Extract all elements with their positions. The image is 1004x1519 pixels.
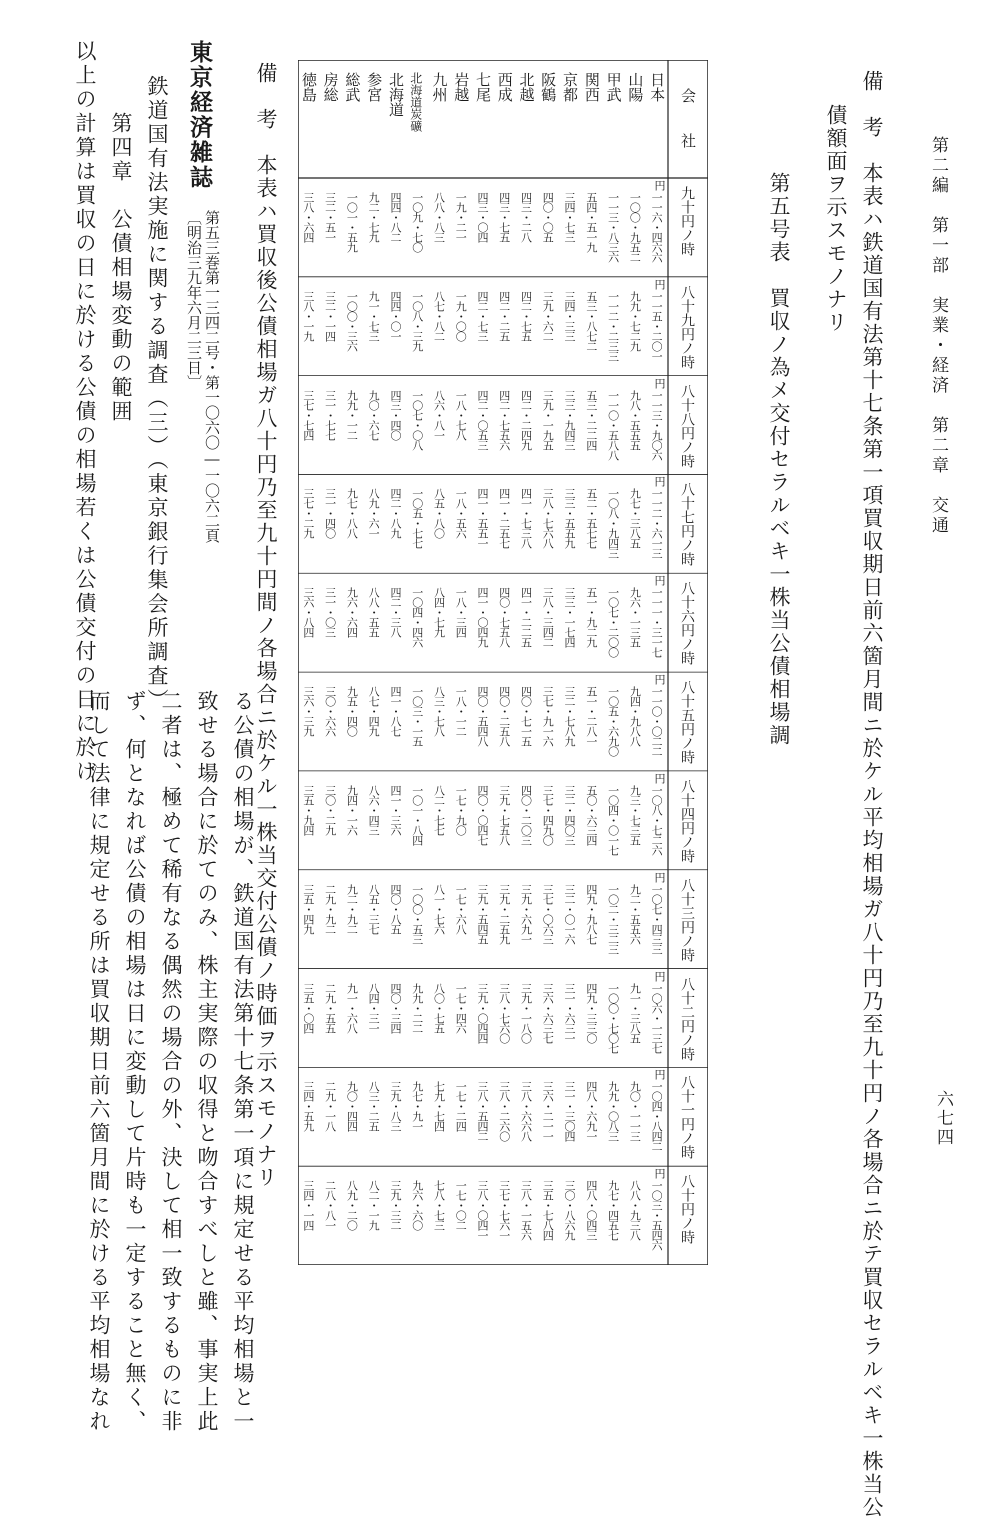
table-cell: 九〇・四四 — [345, 1081, 359, 1132]
table-cell: 三七・〇六三 — [541, 883, 555, 944]
table-cell: 三〇・八六九 — [563, 1180, 577, 1241]
table-cell: 四〇・七一五 — [519, 686, 533, 747]
table-cell: 八六・八一 — [432, 389, 446, 440]
table-cell: 一一三・九〇六 — [650, 389, 664, 460]
table-cell: 八二・一九 — [367, 1180, 381, 1231]
table-cell: 五〇・六三四 — [584, 784, 598, 845]
table-cell: 三九・一八〇 — [519, 982, 533, 1043]
company-name: 京都 — [561, 72, 580, 102]
table-cell: 三四・七三 — [563, 192, 577, 242]
table-cell: 四〇・〇五 — [541, 192, 555, 242]
table-cell: 九四・一六 — [345, 784, 359, 835]
table-cell: 一七・四六 — [454, 982, 468, 1033]
table-cell: 四〇・二〇三 — [519, 784, 533, 845]
table-cell: 一一二・六一三 — [650, 488, 664, 559]
table-cell: 八四・三一 — [367, 982, 381, 1033]
table-cell: 四九・三三〇 — [584, 982, 598, 1043]
table-cell: 四三・七五 — [497, 192, 511, 242]
table-cell: 八一・七六 — [432, 883, 446, 934]
table-cell: 九九・七二九 — [628, 290, 642, 351]
table-cell: 三七・七六一 — [497, 1180, 511, 1241]
table-cell: 二九・一八 — [323, 1081, 337, 1132]
table-cell: 一〇〇・三六 — [345, 290, 359, 351]
table-cell: 三〇・六六 — [323, 686, 337, 737]
table-cell: 三六・二一一 — [541, 1081, 555, 1142]
table-cell: 二八・八一 — [323, 1180, 337, 1231]
price-condition-header: 八十六円ノ時 — [679, 581, 695, 666]
company-name: 西成 — [495, 72, 514, 102]
table-cell: 九三・七三五 — [628, 784, 642, 845]
table-cell: 三八・六六八 — [519, 1081, 533, 1142]
table-cell: 一一五・二〇一 — [650, 290, 664, 361]
price-condition-header: 八十円ノ時 — [679, 1174, 695, 1245]
table-cell: 三八・二六〇 — [497, 1081, 511, 1142]
table-cell: 四二・〇五三 — [476, 389, 489, 450]
table-cell: 一〇五・七七 — [410, 488, 424, 549]
table-cell: 四一・七三八 — [519, 488, 533, 549]
table-cell: 四〇・七五八 — [497, 587, 511, 648]
table-cell: 一〇四・八四二 — [650, 1081, 664, 1152]
table-cell: 四四・〇一 — [388, 290, 402, 341]
table-cell: 四八・〇四三 — [584, 1180, 598, 1241]
table-cell: 三五・四九 — [301, 883, 315, 934]
table-cell: 八八・八三 — [432, 192, 446, 242]
table-cell: 八二・七七 — [432, 784, 446, 835]
table-cell: 一八・三四 — [454, 587, 468, 638]
table-cell: 八三・二五 — [367, 1081, 381, 1132]
table-cell: 三九・七五八 — [497, 784, 511, 845]
table-cell: 一〇五・六九〇 — [606, 686, 620, 757]
price-condition-header: 八十五円ノ時 — [679, 680, 695, 765]
table-note-lead: 備 考 — [254, 62, 278, 131]
table-cell: 一一三・八三六 — [606, 192, 620, 262]
unit-label: 円 — [653, 1168, 666, 1179]
table-cell: 八九・二〇 — [345, 1180, 359, 1231]
table-cell: 三八・六四 — [301, 192, 315, 242]
table-cell: 三二・〇一六 — [563, 883, 577, 944]
table-cell: 四三・四〇 — [388, 389, 402, 440]
table-cell: 七八・七三 — [432, 1180, 446, 1231]
table-cell: 一一六・四六六 — [650, 192, 664, 262]
table-cell: 九七・八八 — [345, 488, 359, 539]
table-cell: 四二・七三 — [476, 290, 489, 341]
table-cell: 一一〇・五八八 — [606, 389, 620, 460]
table-cell: 四〇・五四八 — [476, 686, 489, 747]
table-cell: 三九・五四五 — [476, 883, 489, 944]
top-note-text: 本表ハ鉄道国有法第十七条第一項買収期日前六箇月間ニ於ケル平均相場ガ八十円乃至九十円ノ各場合ニ於テ買収セラルベキ一株当公 — [860, 162, 884, 1519]
table-cell: 三一・三〇四 — [563, 1081, 577, 1142]
body-line: る公債の相場が、鉄道国有法第十七条第一項に規定せる平均相場と一 — [231, 690, 255, 1434]
table-cell: 一〇六・一三七 — [650, 982, 664, 1053]
table-cell: 四三・〇四 — [476, 192, 489, 242]
table-cell: 九七・九一 — [410, 1081, 424, 1132]
price-condition-header: 八十八円ノ時 — [679, 383, 695, 468]
table-cell: 一〇七・〇八 — [410, 389, 424, 450]
company-name: 北海道炭礦 — [408, 72, 423, 132]
table-cell: 三八・一九 — [301, 290, 315, 341]
table-cell: 三八・三四二 — [541, 587, 555, 648]
table-cell: 一〇七・二〇〇 — [606, 587, 620, 658]
company-name: 七尾 — [474, 72, 492, 102]
table-cell: 五一・九二九 — [584, 587, 598, 648]
table-cell: 一〇九・七〇 — [410, 192, 424, 252]
table-cell: 四三・二八 — [519, 192, 533, 242]
table-cell: 四一・〇四九 — [476, 587, 489, 648]
table-cell: 一〇七・四三三 — [650, 883, 664, 954]
table-cell: 三四・五九 — [301, 1081, 315, 1132]
body-line: 致せる場合に於てのみ、株主実際の収得と吻合すべしと雖、事実上此 — [195, 690, 219, 1434]
table-cell: 四八・六九一 — [584, 1081, 598, 1142]
company-name: 甲武 — [604, 72, 623, 102]
unit-label: 円 — [653, 575, 666, 586]
table-cell: 九一・七三 — [367, 290, 381, 341]
company-name: 九州 — [430, 72, 449, 102]
table-cell: 四九・九八七 — [584, 883, 598, 944]
table-cell: 八七・四九 — [367, 686, 381, 737]
price-condition-header: 八十三円ノ時 — [679, 877, 695, 962]
unit-label: 円 — [653, 476, 666, 487]
table-cell: 三九・六九一 — [519, 883, 533, 944]
price-condition-header: 八十四円ノ時 — [679, 778, 695, 863]
table-cell: 九〇・一一三 — [628, 1081, 642, 1142]
table-cell: 八六・四三 — [367, 784, 381, 835]
table-cell: 三四・一四 — [301, 1180, 315, 1231]
table-cell: 八五・八〇 — [432, 488, 446, 539]
company-name: 山陽 — [626, 72, 645, 102]
company-name: 関西 — [582, 72, 601, 102]
table-cell: 九七・三八五 — [628, 488, 642, 549]
table-cell: 一〇八・九四三 — [606, 488, 620, 559]
table-cell: 一〇八・七二六 — [650, 784, 664, 855]
table-cell: 三六・三九 — [301, 686, 315, 737]
table-cell: 三八・七六〇 — [497, 982, 511, 1043]
table-cell: 五二・五七七 — [584, 488, 598, 549]
table-cell: 九六・六〇 — [410, 1180, 424, 1231]
table-cell: 三五・七八四 — [541, 1180, 555, 1241]
company-name: 参宮 — [365, 72, 384, 102]
table-cell: 四四・八二 — [388, 192, 402, 242]
table-cell: 四〇・三四 — [388, 982, 402, 1033]
table-note-text: 本表ハ買収後公債相場ガ八十円乃至九十円間ノ各場合ニ於ケル一株当交付公債ノ時価ヲ示スモノナリ — [254, 154, 278, 1189]
table-cell: 三一・七七 — [323, 389, 337, 440]
table-cell: 一一二・二三三 — [606, 290, 620, 361]
table-cell: 三一・〇三 — [323, 587, 337, 638]
table-cell: 三五・〇四 — [301, 982, 315, 1033]
table-cell: 三九・三二 — [388, 1180, 402, 1231]
table-cell: 三三・五五九 — [563, 488, 577, 549]
table-cell: 四〇・二五八 — [497, 686, 511, 747]
table-cell: 四二・二五 — [497, 290, 511, 341]
table-cell: 一一〇・〇二二 — [650, 686, 664, 757]
table-cell: 一〇三・一五 — [410, 686, 424, 747]
table-cell: 九九・〇八三 — [606, 1081, 620, 1142]
table-cell: 三八・〇四一 — [476, 1180, 489, 1241]
table-cell: 二九・九二 — [323, 883, 337, 934]
table-cell: 九二・九二 — [345, 883, 359, 934]
table-cell: 九〇・六七 — [367, 389, 381, 440]
table-cell: 三二・一四 — [323, 290, 337, 341]
table-cell: 四一・五五一 — [476, 488, 489, 549]
table-cell: 三四・三三 — [563, 290, 577, 341]
table-cell: 一七・〇二 — [454, 1180, 468, 1231]
table-cell: 九二・七九 — [367, 192, 381, 242]
table-cell: 一〇三・五四六 — [650, 1180, 664, 1251]
table-cell: 九四・九八八 — [628, 686, 642, 747]
table-cell: 一一一・三一七 — [650, 587, 664, 658]
table-cell: 八四・七九 — [432, 587, 446, 638]
table-cell: 三三・九四三 — [563, 389, 577, 450]
table-cell: 八八・九三八 — [628, 1180, 642, 1241]
table-cell: 八三・七八 — [432, 686, 446, 737]
table-cell: 九一・六八 — [345, 982, 359, 1033]
article-title: 鉄道国有法実施に関する調査（三）（東京銀行集会所調査） — [145, 75, 169, 713]
top-note-lead: 備 考 — [860, 70, 884, 139]
table-cell: 一〇二・三二三 — [606, 883, 620, 954]
unit-label: 円 — [653, 871, 666, 882]
price-condition-header: 八十九円ノ時 — [679, 284, 695, 369]
table-cell: 三九・八三 — [388, 1081, 402, 1132]
chapter-heading: 第四章 公債相場変動の範囲 — [109, 112, 133, 424]
table-cell: 三八・五四二 — [476, 1081, 489, 1142]
table-cell: 四一・三六 — [388, 784, 402, 835]
table-cell: 三一・六三一 — [563, 982, 577, 1043]
bond-price-table — [298, 60, 708, 1265]
table-cell: 三五・九四 — [301, 784, 315, 835]
table-cell: 九六・一三五 — [628, 587, 642, 648]
company-name: 北越 — [517, 72, 536, 102]
table-cell: 五三・二二四 — [584, 389, 598, 450]
table-cell: 五三・八七二 — [584, 290, 598, 351]
table-cell: 九五・四〇 — [345, 686, 359, 737]
table-cell: 八五・三七 — [367, 883, 381, 934]
table-cell: 四二・八九 — [388, 488, 402, 539]
top-note-line1 — [861, 70, 882, 1519]
source-journal: 東京経済雑誌 — [186, 40, 213, 190]
table-cell: 一〇一・八四 — [410, 784, 424, 845]
table-cell: 三九・一九五 — [541, 389, 555, 450]
table-cell: 一八・七八 — [454, 389, 468, 440]
running-head: 第二編 第一部 実業・経済 第二章 交通 — [928, 136, 948, 536]
table-cell: 四二・三八 — [388, 587, 402, 638]
table-cell: 九六・六四 — [345, 587, 359, 638]
top-note-line2: 債額面ヲ示スモノナリ — [824, 104, 848, 334]
table-cell: 一〇一・五九 — [345, 192, 359, 252]
table-cell: 一九・二一 — [454, 192, 468, 242]
table-cell: 三六・八四 — [301, 587, 315, 638]
table-cell: 一九・〇〇 — [454, 290, 468, 341]
table-cell: 四一・二二五 — [519, 587, 533, 648]
table-cell: 三二・七八九 — [563, 686, 577, 747]
table-cell: 二九・五五 — [323, 982, 337, 1033]
table-cell: 一七・六八 — [454, 883, 468, 934]
company-name: 北海道 — [386, 72, 405, 117]
table-note — [255, 62, 276, 1189]
company-name: 房総 — [321, 72, 340, 102]
table-cell: 三七・七四 — [301, 389, 315, 440]
price-condition-header: 九十円ノ時 — [679, 186, 695, 256]
table-cell: 三九・二五九 — [497, 883, 511, 944]
page-number: 六七四 — [933, 1090, 953, 1147]
price-condition-header: 八十七円ノ時 — [679, 482, 695, 567]
table-cell: 一〇四・四六 — [410, 587, 424, 648]
table-cell: 一八・一二 — [454, 686, 468, 737]
table-cell: 五一・二八一 — [584, 686, 598, 747]
table-cell: 八九・六一 — [367, 488, 381, 539]
unit-label: 円 — [653, 1069, 666, 1080]
body-line: 二者は、極めて稀有なる偶然の場合の外、決して相一致するものに非 — [159, 690, 183, 1434]
table-cell: 三二・五一 — [323, 192, 337, 242]
table-cell: 一七・九〇 — [454, 784, 468, 835]
company-name: 阪鶴 — [539, 72, 558, 102]
body-line: 而して法律に規定せる所は買収期日前六箇月間に於ける平均相場なれ — [87, 690, 111, 1434]
company-name: 岩越 — [452, 72, 471, 102]
table-cell: 四二・二四九 — [519, 389, 533, 450]
final-line: 以上の計算は買収の日に於ける公債の相場若くは公債交付の日に於け — [73, 40, 97, 784]
table-cell: 九二・五五六 — [628, 883, 642, 944]
table-cell: 一〇〇・九五二 — [628, 192, 642, 262]
table-cell: 一〇〇・五三 — [410, 883, 424, 944]
table-cell: 八八・五五 — [367, 587, 381, 638]
table-cell: 三六・六三七 — [541, 982, 555, 1043]
unit-label: 円 — [653, 772, 666, 783]
unit-label: 円 — [653, 970, 666, 981]
table-cell: 八〇・七五 — [432, 982, 446, 1033]
table-cell: 三八・七六八 — [541, 488, 555, 549]
source-date: 〔明治三九年六月二三日〕 — [185, 210, 203, 390]
unit-label: 円 — [653, 278, 666, 289]
table-cell: 四二・七五 — [519, 290, 533, 341]
price-condition-header: 八十二円ノ時 — [679, 976, 695, 1061]
unit-label: 円 — [653, 180, 666, 190]
table-cell: 七九・七四 — [432, 1081, 446, 1132]
company-header: 会 社 — [679, 88, 697, 148]
table-cell: 九九・一二 — [345, 389, 359, 440]
unit-label: 円 — [653, 674, 666, 685]
table-cell: 一七・二四 — [454, 1081, 468, 1132]
table-cell: 一〇八・三九 — [410, 290, 424, 351]
source-volume: 第五三巻第一三四二号・第一〇六〇―一〇六二頁 — [203, 210, 221, 543]
table-cell: 一〇〇・七〇七 — [606, 982, 620, 1053]
table-cell: 一〇四・〇一七 — [606, 784, 620, 855]
table-cell: 三一・四〇 — [323, 488, 337, 539]
table-cell: 九九・二二 — [410, 982, 424, 1033]
company-name: 日本 — [648, 72, 667, 102]
table-cell: 三九・〇四四 — [476, 982, 489, 1043]
table-cell: 三九・六二 — [541, 290, 555, 341]
unit-label: 円 — [653, 377, 666, 388]
table-cell: 四二・七五六 — [497, 389, 511, 450]
table-caption: 第五号表 買収ノ為メ交付セラルベキ一株当公債相場調 — [767, 172, 791, 747]
table-cell: 四〇・〇四七 — [476, 784, 489, 845]
table-cell: 四一・二五七 — [497, 488, 511, 549]
table-cell: 四一・八七 — [388, 686, 402, 737]
table-cell: 八七・八二 — [432, 290, 446, 341]
table-cell: 一八・五六 — [454, 488, 468, 539]
table-cell: 九八・五五五 — [628, 389, 642, 450]
table-cell: 九七・四五七 — [606, 1180, 620, 1241]
table-cell: 三八・一五六 — [519, 1180, 533, 1241]
table-cell: 三七・四九〇 — [541, 784, 555, 845]
company-name: 徳島 — [299, 72, 318, 102]
price-condition-header: 八十一円ノ時 — [679, 1075, 695, 1160]
table-cell: 三七・二九 — [301, 488, 315, 539]
table-cell: 三二・四〇三 — [563, 784, 577, 845]
table-cell: 三〇・二九 — [323, 784, 337, 835]
body-line: ず、何となれば公債の相場は日に変動して片時も一定すること無く、 — [123, 690, 147, 1434]
table-cell: 四〇・八五 — [388, 883, 402, 934]
table-cell: 九一・三八五 — [628, 982, 642, 1043]
company-name: 総武 — [343, 72, 362, 102]
table-cell: 三七・九一六 — [541, 686, 555, 747]
table-cell: 三三・一七四 — [563, 587, 577, 648]
table-cell: 五四・五一九 — [584, 192, 598, 252]
